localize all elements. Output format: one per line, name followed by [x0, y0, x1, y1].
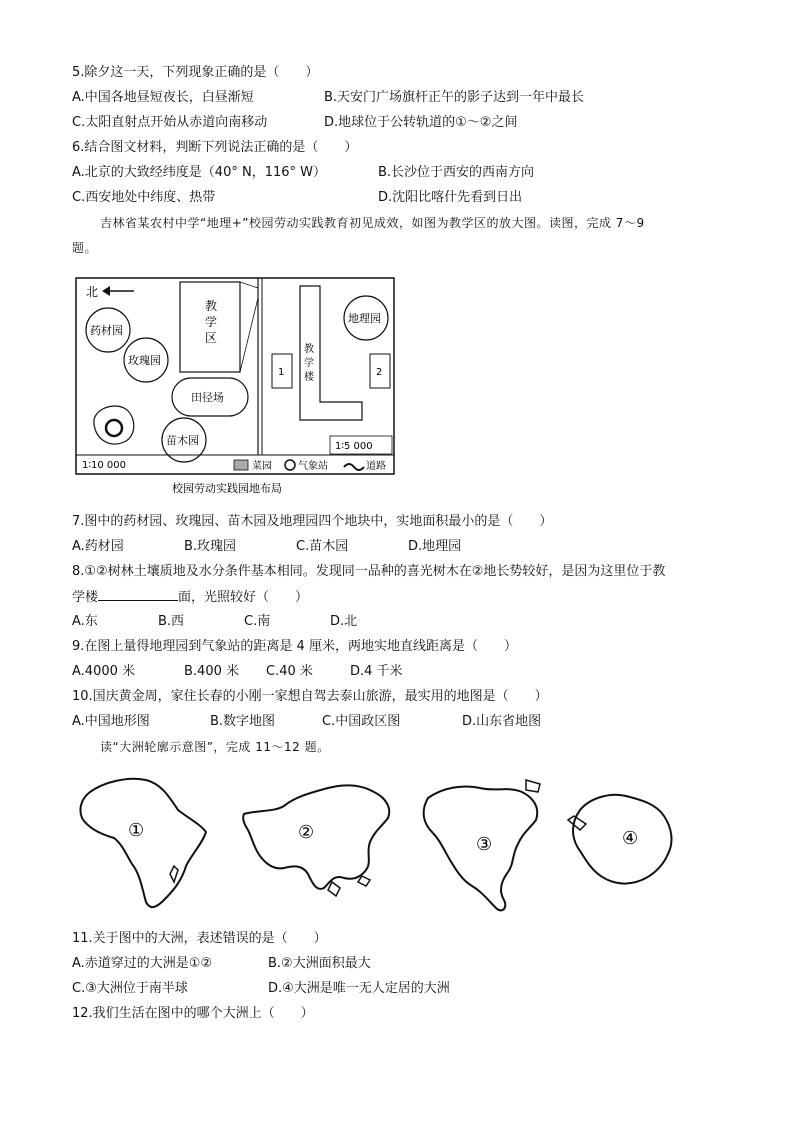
q8-stem-cont [72, 588, 308, 607]
legend-vegetable-garden: 菜园 [252, 461, 272, 472]
q8-answer-blank [98, 588, 178, 601]
continent-4-label: ④ [622, 828, 639, 849]
teaching-area-char-2: 学 [205, 315, 218, 329]
q6-option-c: C.西安地处中纬度、热带 [72, 190, 216, 205]
plot-2-label: 2 [376, 367, 383, 378]
q11-option-c: C.③大洲位于南半球 [72, 981, 188, 996]
track-field-label: 田径场 [191, 391, 224, 404]
q11-option-b: B.②大洲面积最大 [268, 956, 371, 971]
q5-stem: 5.除夕这一天，下列现象正确的是（ ） [72, 65, 319, 80]
weather-station [106, 420, 122, 436]
q7-option-d: D.地理园 [408, 539, 462, 554]
plot-1-label: 1 [278, 367, 285, 378]
q10-option-b: B.数字地图 [210, 714, 276, 729]
weather-station-area [94, 406, 134, 444]
continent-3-label: ③ [476, 834, 493, 855]
q9-option-b: B.400 米 [184, 664, 239, 679]
teaching-building-char-2: 学 [304, 358, 314, 369]
nursery-label: 苗木园 [166, 434, 199, 447]
herb-garden-label: 药材园 [90, 324, 123, 337]
teaching-building-char-3: 楼 [304, 372, 314, 383]
geography-garden-label: 地理园 [348, 312, 381, 325]
q9-option-d: D.4 千米 [350, 664, 403, 679]
intro-school-map: 吉林省某农村中学“地理+”校园劳动实践教育初见成效，如图为教学区的放大图。读图，完成 7～9 [100, 216, 645, 230]
q6-option-a: A.北京的大致经纬度是（40° N，116° W） [72, 165, 326, 180]
q8-option-c: C.南 [244, 614, 271, 629]
scale-right: 1∶5 000 [335, 441, 373, 452]
q7-stem: 7.图中的药材园、玫瑰园、苗木园及地理园四个地块中，实地面积最小的是（ ） [72, 514, 553, 529]
legend-weather-station: 气象站 [298, 461, 328, 472]
continent-africa-outline [80, 779, 206, 907]
q8-stem-part-b: 面，光照较好（ ） [178, 590, 309, 605]
q6-option-d: D.沈阳比喀什先看到日出 [378, 190, 523, 205]
q8-option-b: B.西 [158, 614, 185, 629]
q9-option-c: C.40 米 [266, 664, 313, 679]
rose-garden-label: 玫瑰园 [128, 354, 161, 367]
q12-stem: 12.我们生活在图中的哪个大洲上（ ） [72, 1006, 314, 1021]
q10-option-a: A.中国地形图 [72, 714, 150, 729]
q6-option-b: B.长沙位于西安的西南方向 [378, 165, 535, 180]
q11-option-a: A.赤道穿过的大洲是①② [72, 956, 213, 971]
teaching-area-char-3: 区 [205, 331, 218, 345]
q10-option-c: C.中国政区图 [322, 714, 401, 729]
continent-asia-outline [243, 785, 389, 889]
legend-road: 道路 [366, 461, 386, 472]
teaching-building-char-1: 教 [304, 344, 314, 355]
q10-option-d: D.山东省地图 [462, 714, 542, 729]
q5-option-b: B.天安门广场旗杆正午的影子达到一年中最长 [324, 90, 585, 105]
intro-school-map-cont: 题。 [72, 241, 98, 255]
q7-option-c: C.苗木园 [296, 539, 349, 554]
continents-figure [70, 770, 682, 916]
q9-option-a: A.4000 米 [72, 664, 136, 679]
q8-stem: 8.①②树林土壤质地及水分条件基本相同。发现同一品种的喜光树木在②地长势较好，是因为这里位于教 [72, 564, 666, 579]
q8-option-d: D.北 [330, 614, 358, 629]
intro-continents: 读“大洲轮廓示意图”，完成 11～12 题。 [100, 740, 330, 754]
q8-option-a: A.东 [72, 614, 98, 629]
continent-2-label: ② [298, 822, 315, 843]
q5-option-c: C.太阳直射点开始从赤道向南移动 [72, 115, 268, 130]
continent-1-label: ① [128, 820, 145, 841]
scale-left: 1∶10 000 [82, 460, 126, 471]
school-map-caption: 校园劳动实践园地布局 [172, 482, 282, 495]
q5-option-d: D.地球位于公转轨道的①～②之间 [324, 115, 518, 130]
q5-option-a: A.中国各地昼短夜长，白昼渐短 [72, 90, 254, 105]
q7-option-a: A.药材园 [72, 539, 124, 554]
north-label: 北 [86, 285, 99, 299]
q10-stem: 10.国庆黄金周，家住长春的小刚一家想自驾去泰山旅游，最实用的地图是（ ） [72, 689, 548, 704]
q6-stem: 6.结合图文材料，判断下列说法正确的是（ ） [72, 140, 358, 155]
q11-option-d: D.④大洲是唯一无人定居的大洲 [268, 981, 450, 996]
q8-stem-part-a: 学楼 [72, 590, 99, 605]
q7-option-b: B.玫瑰园 [184, 539, 237, 554]
q9-stem: 9.在图上量得地理园到气象站的距离是 4 厘米，两地实地直线距离是（ ） [72, 639, 517, 654]
school-map-figure [72, 274, 400, 500]
q11-stem: 11.关于图中的大洲，表述错误的是（ ） [72, 931, 327, 946]
teaching-area-char-1: 教 [205, 299, 218, 313]
